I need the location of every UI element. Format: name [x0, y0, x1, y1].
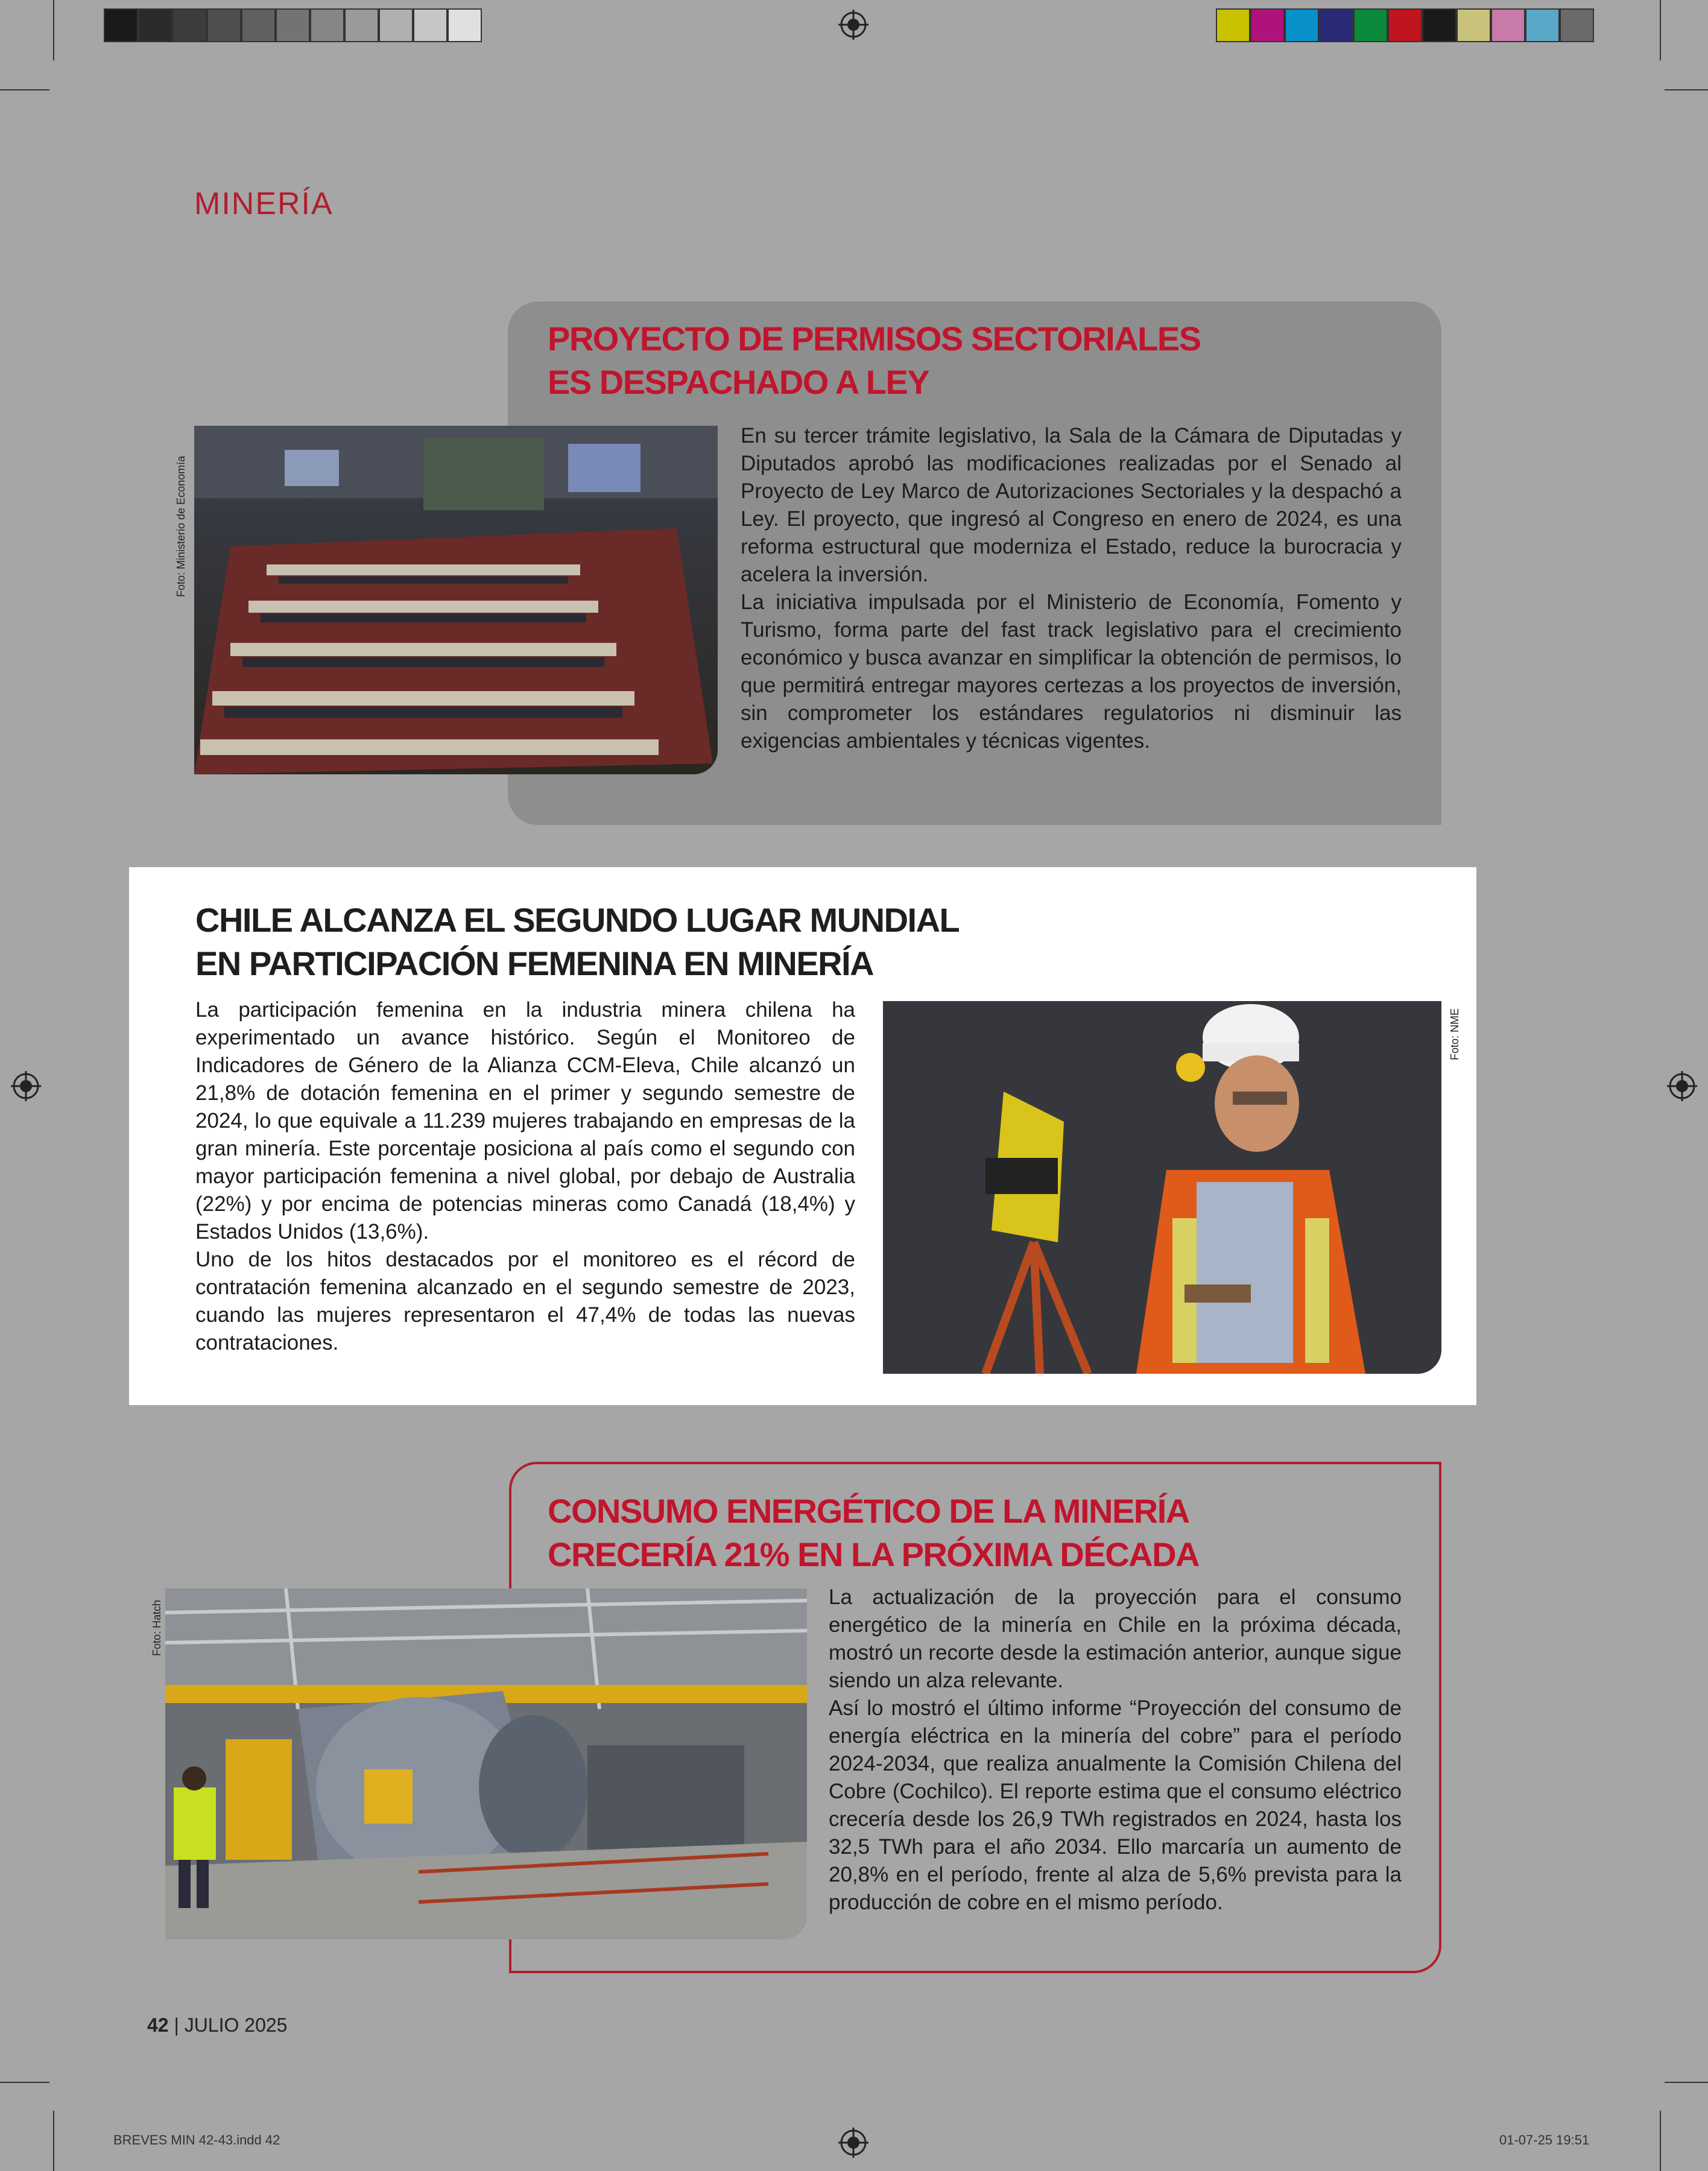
paragraph: La actualización de la proyección para el consumo energético de la minería en Chile en la próxima década, mostró un recorte desde la estimación anterior, aunque sigue siendo un alza relevante. [829, 1585, 1402, 1692]
crop-mark [1660, 0, 1661, 60]
crop-mark [53, 2111, 54, 2171]
crop-mark [0, 2082, 49, 2083]
photo-credit: Foto: NME [1449, 1008, 1461, 1060]
article-body-permisos [741, 422, 1402, 755]
grayscale-color-bar [104, 8, 482, 45]
print-timestamp: 01-07-25 19:51 [1499, 2132, 1590, 2147]
crop-mark [1660, 2111, 1661, 2171]
registration-mark-icon [838, 10, 868, 40]
photo-credit: Foto: Ministerio de Economía [175, 455, 187, 597]
section-label: MINERÍA [194, 186, 334, 221]
file-slug: BREVES MIN 42-43.indd 42 [113, 2132, 280, 2147]
title-line: PROYECTO DE PERMISOS SECTORIALES [548, 320, 1201, 358]
title-line: CHILE ALCANZA EL SEGUNDO LUGAR MUNDIAL [195, 901, 960, 939]
crop-mark [0, 89, 49, 90]
color-swatch [1216, 8, 1250, 42]
color-swatch [379, 8, 413, 42]
color-swatch [1388, 8, 1422, 42]
color-swatch [241, 8, 276, 42]
article-body-participacion-femenina [195, 996, 855, 1357]
title-line: CRECERÍA 21% EN LA PRÓXIMA DÉCADA [548, 1535, 1199, 1573]
color-swatch [138, 8, 172, 42]
color-swatch [104, 8, 138, 42]
color-swatch [1285, 8, 1319, 42]
color-swatch [276, 8, 310, 42]
registration-mark-icon [11, 1071, 41, 1101]
photo-female-miner [883, 1001, 1441, 1374]
color-swatch [1353, 8, 1388, 42]
article-title-consumo-energetico [548, 1490, 1416, 1576]
article-title-permisos [548, 317, 1392, 404]
issue-date: | JULIO 2025 [174, 2014, 288, 2036]
color-swatch [344, 8, 379, 42]
crop-mark [53, 0, 54, 60]
photo-chamber-of-deputies [194, 426, 718, 774]
paragraph: En su tercer trámite legislativo, la Sala de la Cámara de Diputadas y Diputados aprobó las modificaciones realizadas por el Senado al Proyecto de Ley Marco de Autorizaciones Sectoriales y la despachó a Ley. El proyecto, que ingresó al Congreso en enero de 2024, es una reforma estructural que moderniza el Estado, reduce la burocracia y acelera la inversión. [741, 424, 1402, 586]
color-swatch [1422, 8, 1457, 42]
photo-credit: Foto: Hatch [151, 1599, 163, 1656]
color-swatch [1319, 8, 1353, 42]
paragraph: La iniciativa impulsada por el Ministerio de Economía, Fomento y Turismo, forma parte del fast track legislativo para el crecimiento económico y busca avanzar en simplificar la obtención de permisos, lo que permitirá entregar mayores certezas a los proyectos de inversión, sin comprometer los estándares regulatorios ni disminuir las exigencias ambientales y técnicas vigentes. [741, 590, 1402, 753]
process-color-bar [1216, 8, 1594, 45]
crop-mark [1665, 89, 1708, 90]
page-footer [147, 2014, 287, 2037]
article-body-consumo-energetico [829, 1584, 1402, 1917]
color-swatch [310, 8, 344, 42]
color-swatch [413, 8, 448, 42]
article-title-participacion-femenina [195, 899, 1100, 985]
color-swatch [1560, 8, 1594, 42]
title-line: CONSUMO ENERGÉTICO DE LA MINERÍA [548, 1492, 1189, 1530]
registration-mark-icon [838, 2128, 868, 2158]
paragraph: Uno de los hitos destacados por el monitoreo es el récord de contratación femenina alcanzado en el segundo semestre de 2023, cuando las mujeres representaron el 47,4% de todas las nuevas contrataciones. [195, 1248, 855, 1354]
color-swatch [1525, 8, 1560, 42]
title-line: EN PARTICIPACIÓN FEMENINA EN MINERÍA [195, 944, 874, 982]
photo-grinding-mill-plant [165, 1588, 807, 1939]
page-number: 42 [147, 2014, 169, 2036]
color-swatch [448, 8, 482, 42]
title-line: ES DESPACHADO A LEY [548, 363, 929, 401]
crop-mark [1665, 2082, 1708, 2083]
color-swatch [207, 8, 241, 42]
color-swatch [172, 8, 207, 42]
color-swatch [1457, 8, 1491, 42]
registration-mark-icon [1667, 1071, 1697, 1101]
paragraph: Así lo mostró el último informe “Proyección del consumo de energía eléctrica en la minería del cobre” para el período 2024-2034, que realiza anualmente la Comisión Chilena del Cobre (Cochilco). El reporte estima que el consumo eléctrico crecería desde los 26,9 TWh registrados en 2024, hasta los 32,5 TWh para el año 2034. Ello marcaría un aumento de 20,8% en el período, frente al alza de 5,6% prevista para la producción de cobre en el mismo período. [829, 1696, 1402, 1914]
color-swatch [1250, 8, 1285, 42]
paragraph: La participación femenina en la industria minera chilena ha experimentado un avance histórico. Según el Monitoreo de Indicadores de Género de la Alianza CCM-Eleva, Chile alcanzó un 21,8% de dotación femenina en el primer y segundo semestre de 2024, lo que equivale a 11.239 mujeres trabajando en empresas de la gran minería. Este porcentaje posiciona al país como el segundo con mayor participación femenina a nivel global, por debajo de Australia (22%) y por encima de potencias mineras como Canadá (18,4%) y Estados Unidos (13,6%). [195, 998, 855, 1244]
color-swatch [1491, 8, 1525, 42]
